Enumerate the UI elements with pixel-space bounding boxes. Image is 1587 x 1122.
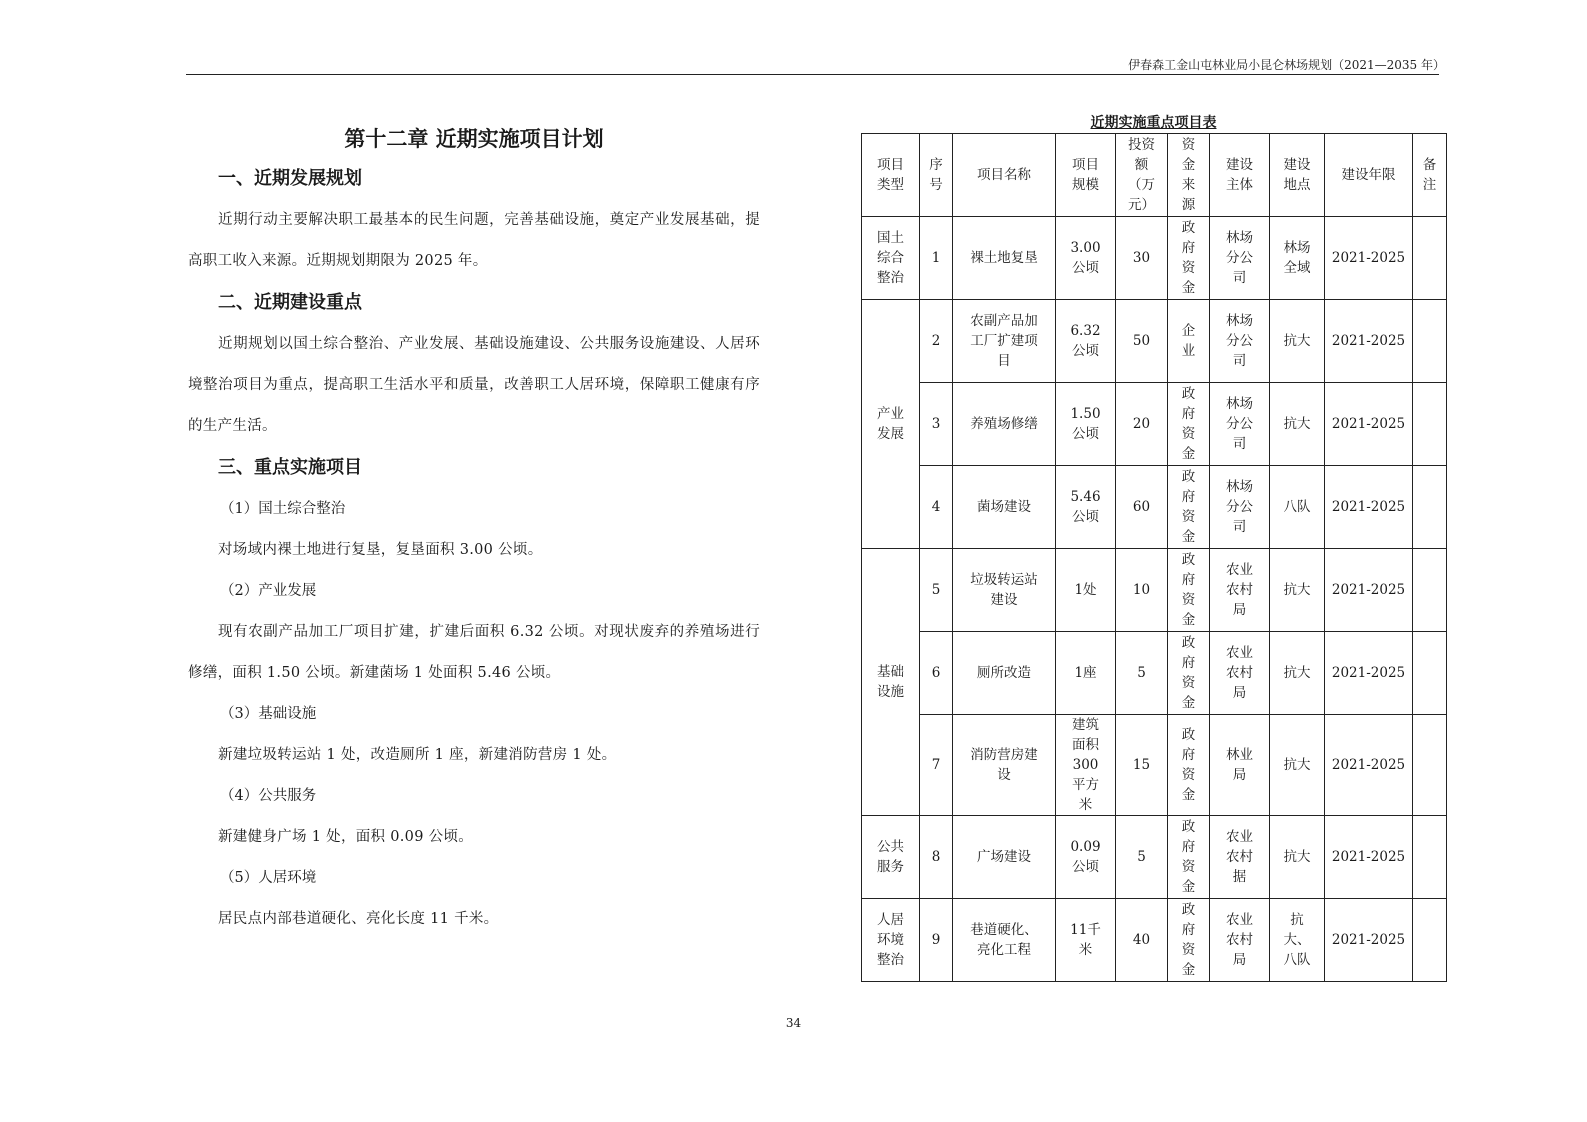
cell-scale: 1处 (1056, 549, 1116, 632)
table-row (862, 217, 1447, 300)
header-period: 建设年限 (1325, 134, 1413, 217)
section-heading-near-term-plan: 一、近期发展规划 (218, 168, 362, 189)
cell-fund-source: 政府资金 (1168, 715, 1210, 816)
cell-scale: 1座 (1056, 632, 1116, 715)
cell-project-name: 裸土地复垦 (953, 217, 1056, 300)
cell-fund-source: 政府资金 (1168, 899, 1210, 982)
cell-builder: 农业农村局 (1210, 632, 1270, 715)
table-row (862, 816, 1447, 899)
cell-location: 抗大、八队 (1270, 899, 1325, 982)
item-text: 新建健身广场 1 处，面积 0.09 公顷。 (218, 829, 474, 845)
table-row (862, 383, 1447, 466)
table-title: 近期实施重点项目表 (1090, 115, 1217, 131)
cell-remarks (1413, 715, 1447, 816)
table-row (862, 715, 1447, 816)
cell-scale: 建筑面积300平方米 (1056, 715, 1116, 816)
section-heading-key-projects: 三、重点实施项目 (218, 457, 362, 478)
cell-period: 2021-2025 (1325, 466, 1413, 549)
cell-remarks (1413, 217, 1447, 300)
cell-scale: 11千米 (1056, 899, 1116, 982)
header-fund-source: 资金来源 (1168, 134, 1210, 217)
cell-serial: 7 (920, 715, 953, 816)
body-text-column (188, 112, 760, 940)
header-serial: 序号 (920, 134, 953, 217)
cell-builder: 林场分公司 (1210, 300, 1270, 383)
table-row (862, 466, 1447, 549)
table-row (862, 632, 1447, 715)
cell-serial: 4 (920, 466, 953, 549)
paragraph: 近期行动主要解决职工最基本的民生问题，完善基础设施，奠定产业发展基础，提高职工收入来源。近期规划期限为 2025 年。 (188, 212, 760, 269)
cell-fund-source: 政府资金 (1168, 383, 1210, 466)
header-project-name: 项目名称 (953, 134, 1056, 217)
cell-remarks (1413, 899, 1447, 982)
cell-investment: 50 (1116, 300, 1168, 383)
item-label: （3）基础设施 (220, 706, 317, 722)
cell-remarks (1413, 632, 1447, 715)
page-number: 34 (785, 1016, 802, 1030)
cell-serial: 5 (920, 549, 953, 632)
cell-remarks (1413, 300, 1447, 383)
cell-fund-source: 政府资金 (1168, 466, 1210, 549)
cell-builder: 农业农村据 (1210, 816, 1270, 899)
item-text: 对场域内裸土地进行复垦，复垦面积 3.00 公顷。 (218, 542, 543, 558)
item-label: （5）人居环境 (220, 870, 317, 886)
cell-remarks (1413, 383, 1447, 466)
item-text: 新建垃圾转运站 1 处，改造厕所 1 座，新建消防营房 1 处。 (218, 747, 617, 763)
cell-investment: 10 (1116, 549, 1168, 632)
header-location: 建设地点 (1270, 134, 1325, 217)
project-table (861, 133, 1447, 982)
cell-project-type: 国土综合整治 (862, 217, 920, 300)
header-remarks: 备注 (1413, 134, 1447, 217)
cell-location: 抗大 (1270, 632, 1325, 715)
cell-fund-source: 政府资金 (1168, 632, 1210, 715)
cell-builder: 农业农村局 (1210, 899, 1270, 982)
running-header: 伊春森工金山屯林业局小昆仑林场规划（2021—2035 年） (1128, 58, 1445, 72)
cell-remarks (1413, 549, 1447, 632)
cell-project-type: 基础设施 (862, 549, 920, 816)
cell-project-name: 广场建设 (953, 816, 1056, 899)
cell-remarks (1413, 466, 1447, 549)
cell-builder: 农业农村局 (1210, 549, 1270, 632)
header-scale: 项目规模 (1056, 134, 1116, 217)
cell-remarks (1413, 816, 1447, 899)
cell-scale: 6.32公顷 (1056, 300, 1116, 383)
cell-location: 八队 (1270, 466, 1325, 549)
header-rule (186, 74, 1439, 75)
cell-location: 抗大 (1270, 300, 1325, 383)
cell-scale: 0.09公顷 (1056, 816, 1116, 899)
cell-project-type: 产业发展 (862, 300, 920, 549)
section-heading-construction-focus: 二、近期建设重点 (218, 292, 362, 313)
cell-period: 2021-2025 (1325, 217, 1413, 300)
cell-location: 抗大 (1270, 383, 1325, 466)
cell-project-type: 公共服务 (862, 816, 920, 899)
cell-serial: 9 (920, 899, 953, 982)
cell-investment: 5 (1116, 816, 1168, 899)
item-text: 现有农副产品加工厂项目扩建，扩建后面积 6.32 公顷。对现状废弃的养殖场进行修缮，面积 1.50 公顷。新建菌场 1 处面积 5.46 公顷。 (188, 624, 760, 681)
cell-serial: 8 (920, 816, 953, 899)
cell-location: 抗大 (1270, 715, 1325, 816)
cell-investment: 20 (1116, 383, 1168, 466)
item-label: （2）产业发展 (220, 583, 317, 599)
table-row (862, 549, 1447, 632)
cell-builder: 林业局 (1210, 715, 1270, 816)
cell-period: 2021-2025 (1325, 899, 1413, 982)
cell-project-name: 养殖场修缮 (953, 383, 1056, 466)
cell-fund-source: 企业 (1168, 300, 1210, 383)
cell-investment: 5 (1116, 632, 1168, 715)
header-investment: 投资额（万元） (1116, 134, 1168, 217)
cell-project-name: 厕所改造 (953, 632, 1056, 715)
cell-builder: 林场分公司 (1210, 383, 1270, 466)
cell-period: 2021-2025 (1325, 715, 1413, 816)
cell-period: 2021-2025 (1325, 383, 1413, 466)
cell-fund-source: 政府资金 (1168, 549, 1210, 632)
cell-builder: 林场分公司 (1210, 466, 1270, 549)
table-column (861, 113, 1446, 982)
cell-investment: 40 (1116, 899, 1168, 982)
cell-investment: 30 (1116, 217, 1168, 300)
table-row (862, 899, 1447, 982)
cell-serial: 6 (920, 632, 953, 715)
cell-serial: 3 (920, 383, 953, 466)
cell-project-name: 垃圾转运站建设 (953, 549, 1056, 632)
cell-period: 2021-2025 (1325, 549, 1413, 632)
cell-project-name: 巷道硬化、亮化工程 (953, 899, 1056, 982)
cell-serial: 2 (920, 300, 953, 383)
cell-project-name: 消防营房建设 (953, 715, 1056, 816)
cell-scale: 3.00公顷 (1056, 217, 1116, 300)
cell-period: 2021-2025 (1325, 816, 1413, 899)
item-label: （1）国土综合整治 (220, 501, 346, 517)
item-label: （4）公共服务 (220, 788, 317, 804)
cell-project-type: 人居环境整治 (862, 899, 920, 982)
header-project-type: 项目类型 (862, 134, 920, 217)
cell-scale: 5.46公顷 (1056, 466, 1116, 549)
cell-period: 2021-2025 (1325, 632, 1413, 715)
cell-builder: 林场分公司 (1210, 217, 1270, 300)
cell-period: 2021-2025 (1325, 300, 1413, 383)
cell-location: 抗大 (1270, 549, 1325, 632)
item-text: 居民点内部巷道硬化、亮化长度 11 千米。 (218, 911, 499, 927)
cell-serial: 1 (920, 217, 953, 300)
cell-fund-source: 政府资金 (1168, 217, 1210, 300)
cell-investment: 60 (1116, 466, 1168, 549)
paragraph: 近期规划以国土综合整治、产业发展、基础设施建设、公共服务设施建设、人居环境整治项目为重点，提高职工生活水平和质量，改善职工人居环境，保障职工健康有序的生产生活。 (188, 336, 760, 434)
cell-location: 林场全域 (1270, 217, 1325, 300)
cell-fund-source: 政府资金 (1168, 816, 1210, 899)
cell-investment: 15 (1116, 715, 1168, 816)
cell-scale: 1.50公顷 (1056, 383, 1116, 466)
cell-project-name: 农副产品加工厂扩建项目 (953, 300, 1056, 383)
header-builder: 建设主体 (1210, 134, 1270, 217)
cell-location: 抗大 (1270, 816, 1325, 899)
table-row (862, 300, 1447, 383)
chapter-title: 第十二章 近期实施项目计划 (344, 127, 604, 151)
cell-project-name: 菌场建设 (953, 466, 1056, 549)
table-header-row (862, 134, 1447, 217)
